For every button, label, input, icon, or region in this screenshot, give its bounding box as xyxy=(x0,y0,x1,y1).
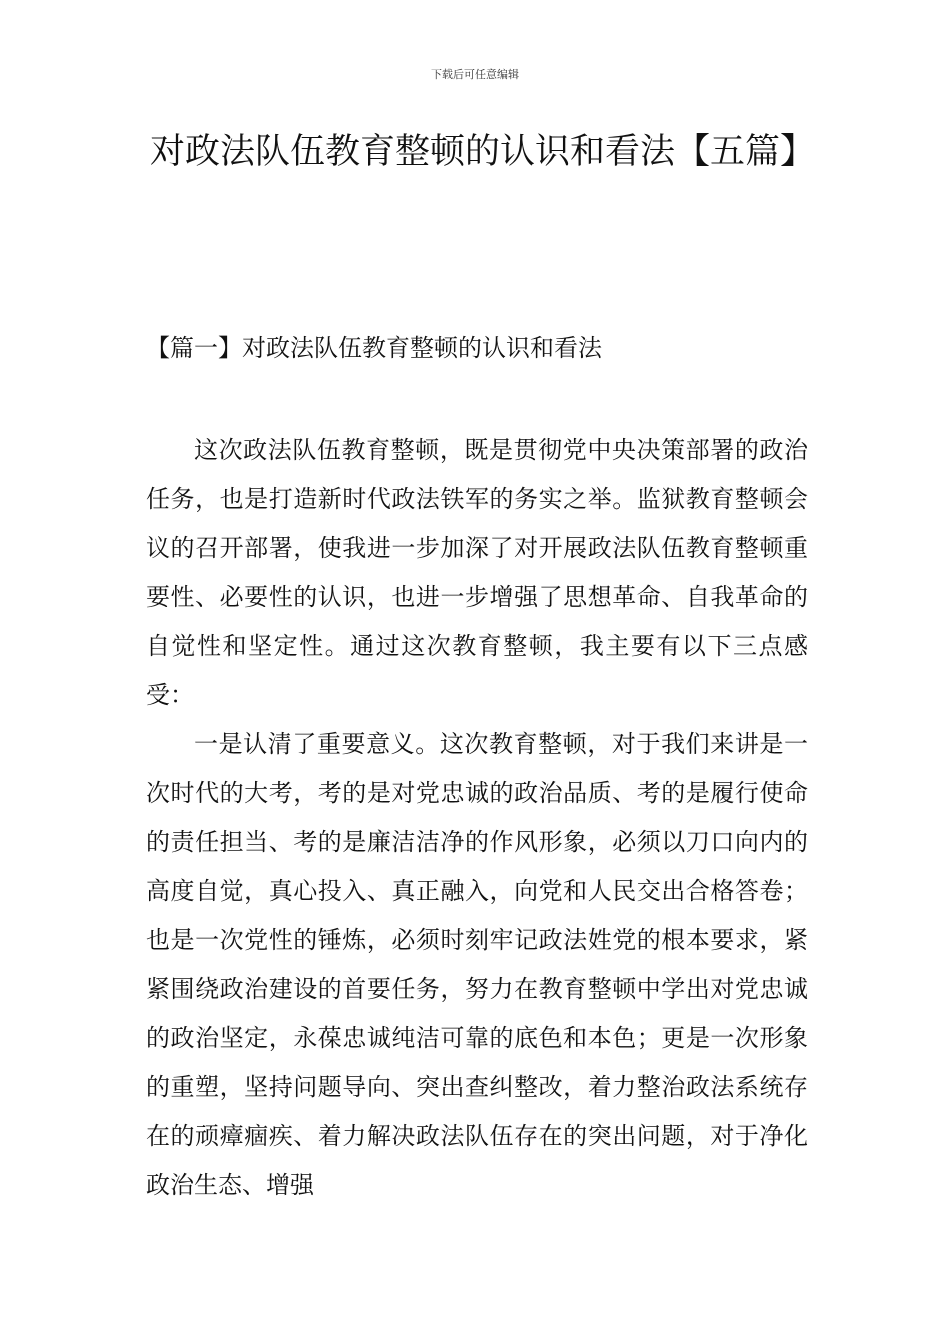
document-title: 对政法队伍教育整顿的认识和看法【五篇】 xyxy=(150,132,816,172)
paragraph: 这次政法队伍教育整顿，既是贯彻党中央决策部署的政治任务，也是打造新时代政法铁军的务实之举。监狱教育整顿会议的召开部署，使我进一步加深了对开展政法队伍教育整顿重要性、必要性的认识，也进一步增强了思想革命、自我革命的自觉性和坚定性。通过这次教育整顿，我主要有以下三点感受： xyxy=(146,436,808,709)
document-body xyxy=(146,426,808,1210)
paragraph: 一是认清了重要意义。这次教育整顿，对于我们来讲是一次时代的大考，考的是对党忠诚的政治品质、考的是履行使命的责任担当、考的是廉洁洁净的作风形象，必须以刀口向内的高度自觉，真心投入、真正融入，向党和人民交出合格答卷；也是一次党性的锤炼，必须时刻牢记政法姓党的根本要求，紧紧围绕政治建设的首要任务，努力在教育整顿中学出对党忠诚的政治坚定，永葆忠诚纯洁可靠的底色和本色；更是一次形象的重塑，坚持问题导向、突出查纠整改，着力整治政法系统存在的顽瘴痼疾、着力解决政法队伍存在的突出问题，对于净化政治生态、增强 xyxy=(146,730,808,1199)
header-note: 下载后可任意编辑 xyxy=(431,68,519,81)
section-heading: 【篇一】对政法队伍教育整顿的认识和看法 xyxy=(146,334,602,362)
